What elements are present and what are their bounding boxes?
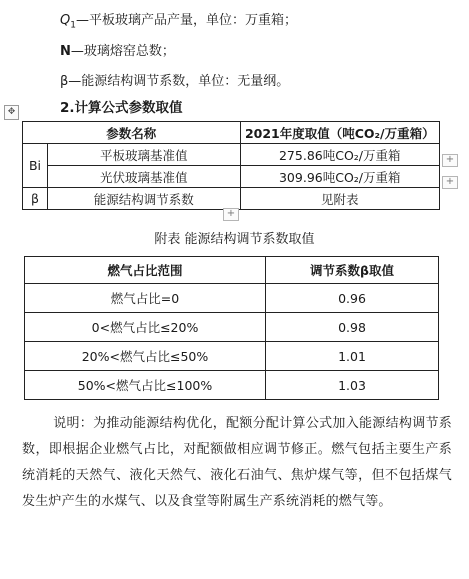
range-header: 燃气占比范围 [25, 257, 266, 284]
table-row [23, 166, 440, 188]
q1-text: —平板玻璃产品产量，单位：万重箱； [75, 13, 297, 28]
section-heading: 2.计算公式参数取值 [60, 100, 183, 116]
beta-symbol-cell: β [23, 188, 48, 210]
coefficient-header: 调节系数β取值 [266, 257, 439, 284]
param-value-cell: 309.96吨CO₂/万重箱 [240, 166, 439, 188]
appendix-caption: 附表 能源结构调节系数取值 [154, 232, 315, 247]
coefficient-cell: 1.03 [266, 371, 439, 400]
range-cell: 50%<燃气占比≤100% [25, 371, 266, 400]
param-value-header: 2021年度取值（吨CO₂/万重箱） [240, 122, 439, 144]
table-header-row [23, 122, 440, 144]
range-cell: 燃气占比=0 [25, 284, 266, 313]
n-definition [60, 40, 175, 59]
table-row [25, 371, 439, 400]
coefficient-cell: 1.01 [266, 342, 439, 371]
table-row [25, 284, 439, 313]
table-row [23, 188, 440, 210]
n-text: —玻璃熔窑总数； [70, 44, 175, 59]
q1-definition [60, 9, 297, 31]
param-name-cell: 光伏玻璃基准值 [48, 166, 241, 188]
q1-symbol: Q [60, 13, 71, 28]
add-column-icon[interactable]: + [442, 154, 458, 167]
q1-subscript: 1 [70, 20, 76, 31]
table-row [23, 144, 440, 166]
param-name-cell: 能源结构调节系数 [48, 188, 241, 210]
table-header-row [25, 257, 439, 284]
explanation-paragraph: 说明：为推动能源结构优化，配额分配计算公式加入能源结构调节系数，即根据企业燃气占比，对配额做相应调节修正。燃气包括主要生产系统消耗的天然气、液化天然气、液化石油气、焦炉煤气等，但不包括煤气发生炉产生的水煤气、以及食堂等附属生产系统消耗的燃气等。 [22, 416, 452, 509]
add-row-icon[interactable]: + [223, 208, 239, 221]
table-row [25, 313, 439, 342]
parameter-table [22, 121, 440, 210]
beta-definition: β—能源结构调节系数，单位：无量纲。 [60, 74, 290, 89]
add-column-icon[interactable]: + [442, 176, 458, 189]
range-cell: 20%<燃气占比≤50% [25, 342, 266, 371]
range-cell: 0<燃气占比≤20% [25, 313, 266, 342]
param-name-cell: 平板玻璃基准值 [48, 144, 241, 166]
coefficient-table [24, 256, 439, 400]
coefficient-cell: 0.96 [266, 284, 439, 313]
table-move-handle-icon[interactable]: ✥ [4, 105, 19, 120]
param-value-cell: 275.86吨CO₂/万重箱 [240, 144, 439, 166]
param-value-cell: 见附表 [240, 188, 439, 210]
table-row [25, 342, 439, 371]
coefficient-cell: 0.98 [266, 313, 439, 342]
param-name-header: 参数名称 [23, 122, 241, 144]
bi-symbol-cell: Bi [23, 144, 48, 188]
n-symbol: N [60, 44, 71, 59]
